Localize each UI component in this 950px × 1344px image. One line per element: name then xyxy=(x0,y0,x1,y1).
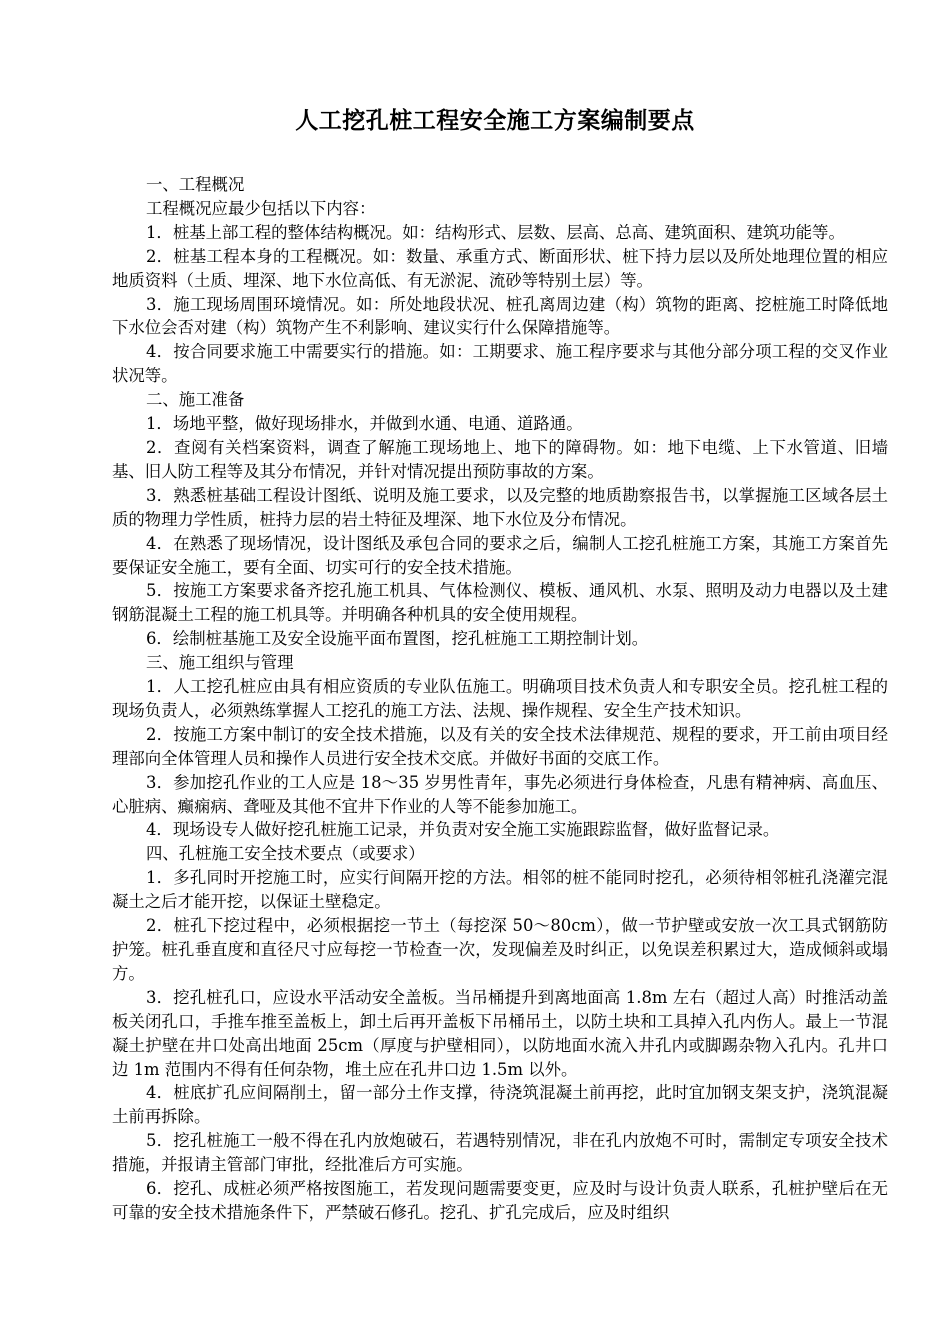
paragraph: 一、工程概况 xyxy=(146,175,245,194)
paragraph: 4．现场设专人做好挖孔桩施工记录，并负责对安全施工实施跟踪监督，做好监督记录。 xyxy=(146,820,780,840)
paragraph: 三、施工组织与管理 xyxy=(146,653,294,673)
paragraph: 2．查阅有关档案资料，调查了解施工现场地上、地下的障碍物。如：地下电缆、上下水管道、旧墙基、旧人防工程等及其分布情况，并针对情况提出预防事故的方案。 xyxy=(112,437,888,481)
paragraph: 3．熟悉桩基础工程设计图纸、说明及施工要求，以及完整的地质勘察报告书，以掌握施工区域各层土质的物理力学性质，桩持力层的岩土特征及埋深、地下水位及分布情况。 xyxy=(112,485,888,529)
paragraph: 4．桩底扩孔应间隔削土，留一部分土作支撑，待浇筑混凝土前再挖，此时宜加钢支架支护，浇筑混凝土前再拆除。 xyxy=(112,1083,888,1127)
document-body xyxy=(112,173,888,1225)
paragraph: 工程概况应最少包括以下内容： xyxy=(146,198,376,218)
paragraph: 1．人工挖孔桩应由具有相应资质的专业队伍施工。明确项目技术负责人和专职安全员。挖孔桩工程的现场负责人，必须熟练掌握人工挖孔的施工方法、法规、操作规程、安全生产技术知识。 xyxy=(112,677,888,720)
paragraph: 1．桩基上部工程的整体结构概况。如：结构形式、层数、层高、总高、建筑面积、建筑功能等。 xyxy=(146,222,845,242)
paragraph: 4．按合同要求施工中需要实行的措施。如：工期要求、施工程序要求与其他分部分项工程的交叉作业状况等。 xyxy=(112,342,888,386)
paragraph: 3．挖孔桩孔口，应设水平活动安全盖板。当吊桶提升到离地面高 1.8m 左右（超过人高）时推活动盖板关闭孔口，手推车推至盖板上，卸土后再开盖板下吊桶吊土，以防土块和工具掉入孔内伤人。最上一节混凝土护壁在井口处高出地面 25cm（厚度与护壁相同），以防地面水流入井孔内或脚踢杂物入孔内。孔井口边 1m 范围内不得有任何杂物，堆土应在孔井口边 1.5m 以外。 xyxy=(112,987,888,1079)
paragraph: 3．施工现场周围环境情况。如：所处地段状况、桩孔离周边建（构）筑物的距离、挖桩施工时降低地下水位会否对建（构）筑物产生不利影响、建议实行什么保障措施等。 xyxy=(112,294,888,338)
paragraph: 2．桩基工程本身的工程概况。如：数量、承重方式、断面形状、桩下持力层以及所处地理位置的相应地质资料（土质、埋深、地下水位高低、有无淤泥、流砂等特别土层）等。 xyxy=(112,246,888,290)
paragraph: 6．挖孔、成桩必须严格按图施工，若发现问题需要变更，应及时与设计负责人联系，孔桩护壁后在无可靠的安全技术措施条件下，严禁破石修孔。挖孔、扩孔完成后，应及时组织 xyxy=(112,1179,888,1222)
paragraph: 6．绘制桩基施工及安全设施平面布置图，挖孔桩施工工期控制计划。 xyxy=(146,629,649,649)
paragraph: 4．在熟悉了现场情况，设计图纸及承包合同的要求之后，编制人工挖孔桩施工方案，其施工方案首先要保证安全施工，要有全面、切实可行的安全技术措施。 xyxy=(112,533,888,577)
paragraph: 5．按施工方案要求备齐挖孔施工机具、气体检测仪、模板、通风机、水泵、照明及动力电器以及土建钢筋混凝土工程的施工机具等。并明确各种机具的安全使用规程。 xyxy=(112,581,888,625)
document-title: 人工挖孔桩工程安全施工方案编制要点 xyxy=(295,108,695,134)
paragraph: 1．多孔同时开挖施工时，应实行间隔开挖的方法。相邻的桩不能同时挖孔，必须待相邻桩孔浇灌完混凝土之后才能开挖，以保证土壁稳定。 xyxy=(112,868,888,912)
paragraph: 3．参加挖孔作业的工人应是 18～35 岁男性青年，事先必须进行身体检查，凡患有精神病、高血压、心脏病、癫痫病、聋哑及其他不宜井下作业的人等不能参加施工。 xyxy=(112,772,888,816)
paragraph: 四、孔桩施工安全技术要点（或要求） xyxy=(146,844,425,864)
paragraph: 5．挖孔桩施工一般不得在孔内放炮破石，若遇特别情况，非在孔内放炮不可时，需制定专项安全技术措施，并报请主管部门审批，经批准后方可实施。 xyxy=(112,1131,888,1175)
paragraph: 2．桩孔下挖过程中，必须根据挖一节土（每挖深 50～80cm），做一节护壁或安放一次工具式钢筋防护笼。桩孔垂直度和直径尺寸应每挖一节检查一次，发现偏差及时纠正，以免误差积累过大，造成倾斜或塌方。 xyxy=(112,916,888,983)
paragraph: 2．按施工方案中制订的安全技术措施，以及有关的安全技术法律规范、规程的要求，开工前由项目经理部向全体管理人员和操作人员进行安全技术交底。并做好书面的交底工作。 xyxy=(112,724,888,768)
paragraph: 1．场地平整，做好现场排水，并做到水通、电通、道路通。 xyxy=(146,414,583,434)
paragraph: 二、施工准备 xyxy=(146,390,245,410)
